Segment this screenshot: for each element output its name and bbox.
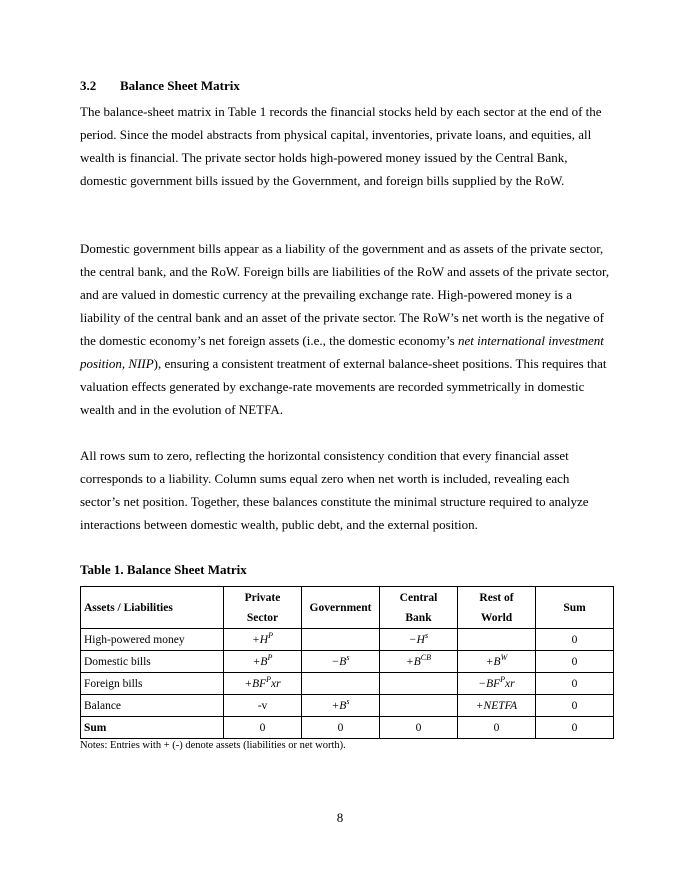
paragraph-2-text-b: ), ensuring a consistent treatment of external balance-sheet positions. This requires that valuation effects generated by exchange-rate movements are recorded symmetrically in domestic wealth and in the evolution of NETFA. <box>80 356 607 417</box>
cell-sup: CB <box>420 652 432 662</box>
header-central-line1: Central <box>399 591 438 604</box>
cell-rest-of-world <box>458 695 536 717</box>
cell-private <box>224 673 302 695</box>
page-number: 8 <box>336 810 344 825</box>
header-central-line2: Bank <box>405 611 432 624</box>
header-private-sector <box>224 587 302 629</box>
cell-sup: W <box>500 652 508 662</box>
cell-government: 0 <box>302 717 380 739</box>
cell-sum: 0 <box>536 695 614 717</box>
table-sum-row <box>81 717 614 739</box>
cell-government <box>302 695 380 717</box>
cell-base: +BF <box>244 677 267 690</box>
cell-sum: 0 <box>536 717 614 739</box>
cell-base: −B <box>331 655 347 668</box>
table-row <box>81 695 614 717</box>
cell-sup: P <box>268 630 273 640</box>
header-government: Government <box>302 587 380 629</box>
cell-private <box>224 629 302 651</box>
cell-private: -v <box>224 695 302 717</box>
table-row <box>81 651 614 673</box>
cell-base: +NETFA <box>475 699 518 712</box>
header-central-bank <box>380 587 458 629</box>
header-sum: Sum <box>536 587 614 629</box>
cell-sup: s <box>424 630 429 640</box>
cell-tail: xr <box>505 677 515 690</box>
cell-sum: 0 <box>536 673 614 695</box>
cell-rest-of-world <box>458 629 536 651</box>
table-row <box>81 673 614 695</box>
cell-sup: P <box>267 652 273 662</box>
header-private-line1: Private <box>244 591 281 604</box>
header-row-line1: Rest of <box>479 591 514 604</box>
row-label: Sum <box>81 717 224 739</box>
header-private-line2: Sector <box>246 611 279 624</box>
header-row-line2: World <box>480 611 513 624</box>
cell-sup: s <box>346 652 350 662</box>
section-number: 3.2 <box>80 78 97 93</box>
balance-sheet-table <box>80 586 614 739</box>
section-title: Balance Sheet Matrix <box>120 78 240 93</box>
cell-private: 0 <box>224 717 302 739</box>
cell-base: +B <box>485 655 501 668</box>
row-label: Balance <box>81 695 224 717</box>
cell-sup: P <box>500 674 506 684</box>
cell-government <box>302 629 380 651</box>
table-caption: Table 1. Balance Sheet Matrix <box>80 562 247 577</box>
cell-sum: 0 <box>536 629 614 651</box>
header-rest-of-world <box>458 587 536 629</box>
cell-base: −H <box>408 633 425 646</box>
cell-private <box>224 651 302 673</box>
paragraph-2-italic: net international investment position, NIIP <box>80 333 604 371</box>
cell-central <box>380 629 458 651</box>
cell-base: +B <box>405 655 421 668</box>
paragraph-2-text-a: Domestic government bills appear as a liability of the government and as assets of the private sector, the central bank, and the RoW. Foreign bills are liabilities of the RoW and assets of the private sector, and are valued in domestic currency at the prevailing exchange rate. High-powered money is a liability of the central bank and an asset of the private sector. The RoW’s net worth is the negative of the domestic economy’s net foreign assets (i.e., the domestic economy’s <box>80 241 610 348</box>
cell-central: 0 <box>380 717 458 739</box>
row-label: Domestic bills <box>81 651 224 673</box>
row-label: High-powered money <box>81 629 224 651</box>
cell-central <box>380 695 458 717</box>
cell-sup: s <box>346 696 350 706</box>
cell-base: +H <box>252 633 269 646</box>
row-label: Foreign bills <box>81 673 224 695</box>
section-heading <box>80 78 240 94</box>
cell-central <box>380 673 458 695</box>
paragraph-2 <box>80 237 610 421</box>
paragraph-3: All rows sum to zero, reflecting the horizontal consistency condition that every financial asset corresponds to a liability. Column sums equal zero when net worth is included, revealing each sector’s net position. Together, these balances constitute the minimal structure required to analyze interactions between domestic wealth, public debt, and the external position. <box>80 448 589 532</box>
header-assets: Assets / Liabilities <box>81 587 224 629</box>
paragraph-1: The balance-sheet matrix in Table 1 records the financial stocks held by each sector at the end of the period. Since the model abstracts from physical capital, inventories, private loans, and equities, all wealth is financial. The private sector holds high-powered money issued by the Central Bank, domestic government bills issued by the Government, and foreign bills supplied by the RoW. <box>80 104 602 188</box>
table-row <box>81 629 614 651</box>
cell-rest-of-world <box>458 673 536 695</box>
cell-government <box>302 673 380 695</box>
cell-sum: 0 <box>536 651 614 673</box>
cell-base: +B <box>331 699 347 712</box>
cell-tail: xr <box>271 677 281 690</box>
cell-government <box>302 651 380 673</box>
cell-rest-of-world <box>458 651 536 673</box>
table-notes: Notes: Entries with + (-) denote assets (liabilities or net worth). <box>80 740 346 751</box>
cell-sup: P <box>266 674 272 684</box>
cell-central <box>380 651 458 673</box>
cell-base: −BF <box>478 677 501 690</box>
table-header-row <box>81 587 614 629</box>
cell-base: +B <box>252 655 268 668</box>
cell-rest-of-world: 0 <box>458 717 536 739</box>
